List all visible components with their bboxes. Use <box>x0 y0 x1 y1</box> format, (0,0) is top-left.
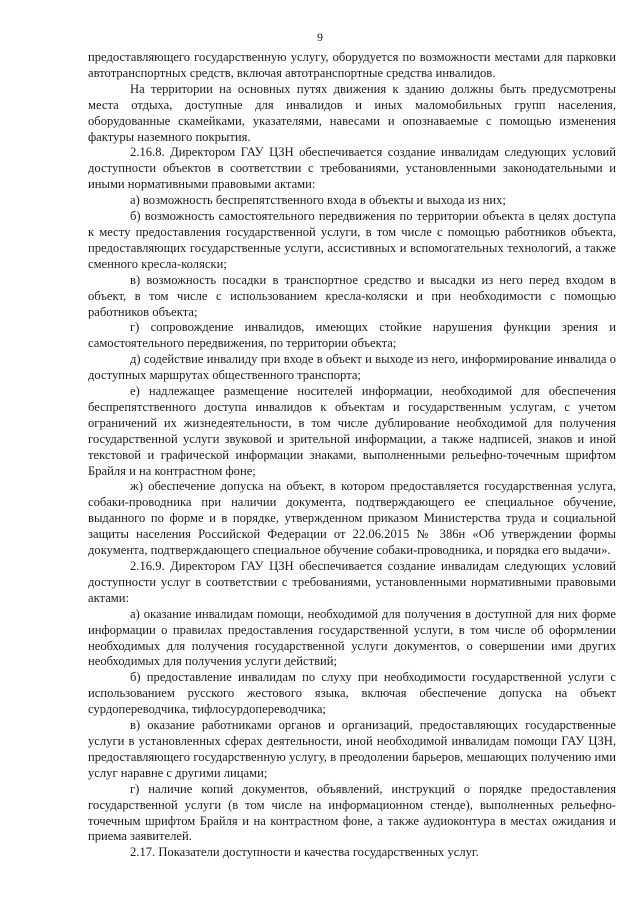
paragraph: б) предоставление инвалидам по слуху при необходимости государственной услуги с использованием русского жестового языка, включая обеспечение допуска на объект сурдопереводчика, тифлосурдопереводчика; <box>88 670 616 717</box>
paragraph: На территории на основных путях движения к зданию должны быть предусмотрены места отдыха, доступные для инвалидов и иных маломобильных групп населения, оборудованные скамейками, указателями, навесами и опознаваемые с помощью изменения фактуры наземного покрытия. <box>88 81 616 144</box>
paragraph: 2.17. Показатели доступности и качества государственных услуг. <box>130 845 479 860</box>
paragraph: г) сопровождение инвалидов, имеющих стойкие нарушения функции зрения и самостоятельного передвижения, по территории объекта; <box>88 320 616 351</box>
paragraph: г) наличие копий документов, объявлений, инструкций о порядке предоставления государственной услуги (в том числе на информационном стенде), выполненных рельефно-точечным шрифтом Брайля и на контрастном фоне, а также аудиоконтура в местах ожидания и приема заявителей. <box>88 781 616 844</box>
paragraph: предоставляющего государственную услугу, оборудуется по возможности местами для парковки автотранспортных средств, включая автотранспортные средства инвалидов. <box>88 50 616 80</box>
paragraph: в) возможность посадки в транспортное средство и высадки из него перед входом в объект, в том числе с использованием кресла-коляски и при необходимости с помощью работников объекта; <box>88 272 616 319</box>
paragraph: 2.16.8. Директором ГАУ ЦЗН обеспечивается создание инвалидам следующих условий доступности объектов в соответствии с требованиями, установленными законодательными и иными нормативными правовыми актами: <box>88 145 616 192</box>
paragraph: 2.16.9. Директором ГАУ ЦЗН обеспечивается создание инвалидам следующих условий доступности услуг в соответствии с требованиями, установленными нормативными правовыми актами: <box>88 559 616 605</box>
paragraph: д) содействие инвалиду при входе в объект и выходе из него, информирование инвалида о доступных маршрутах общественного транспорта; <box>88 352 616 383</box>
paragraph: а) оказание инвалидам помощи, необходимой для получения в доступной для них форме информации о правилах предоставления государственной услуги, в том числе об оформлении необходимых для получения государственной услуги документов, о совершении ими других необходимых для получения услуги действий; <box>88 606 616 669</box>
paragraph: а) возможность беспрепятственного входа в объекты и выхода из них; <box>130 193 506 208</box>
page-number: 9 <box>317 30 323 44</box>
document-body <box>88 50 616 861</box>
paragraph: б) возможность самостоятельного передвижения по территории объекта в целях доступа к месту предоставления государственной услуги, в том числе с помощью работников объекта, предоставляющих государственные услуги, ассистивных и вспомогательных технологий, а также сменного кресла-коляски; <box>88 209 616 271</box>
paragraph: е) надлежащее размещение носителей информации, необходимой для обеспечения беспрепятственного доступа инвалидов к объектам и государственным услугам, с учетом ограничений их жизнедеятельности, в том числе дублирование необходимой для получения государственной услуги звуковой и зрительной информации, а также надписей, знаков и иной текстовой и графической информации знаками, выполненными рельефно-точечным шрифтом Брайля и на контрастном фоне; <box>88 384 616 478</box>
paragraph: ж) обеспечение допуска на объект, в котором предоставляется государственная услуга, собаки-проводника при наличии документа, подтверждающего ее специальное обучение, выданного по форме и в порядке, утвержденном приказом Министерства труда и социальной защиты населения Российской Федерации от 22.06.2015 № 386н «Об утверждении формы документа, подтверждающего специальное обучение собаки-проводника, и порядка его выдачи». <box>88 479 616 558</box>
paragraph: в) оказание работниками органов и организаций, предоставляющих государственные услуги в установленных сферах деятельности, иной необходимой инвалидам помощи ГАУ ЦЗН, предоставляющего государственную услугу, в преодолении барьеров, мешающих получению ими услуг наравне с другими лицами; <box>88 718 616 780</box>
